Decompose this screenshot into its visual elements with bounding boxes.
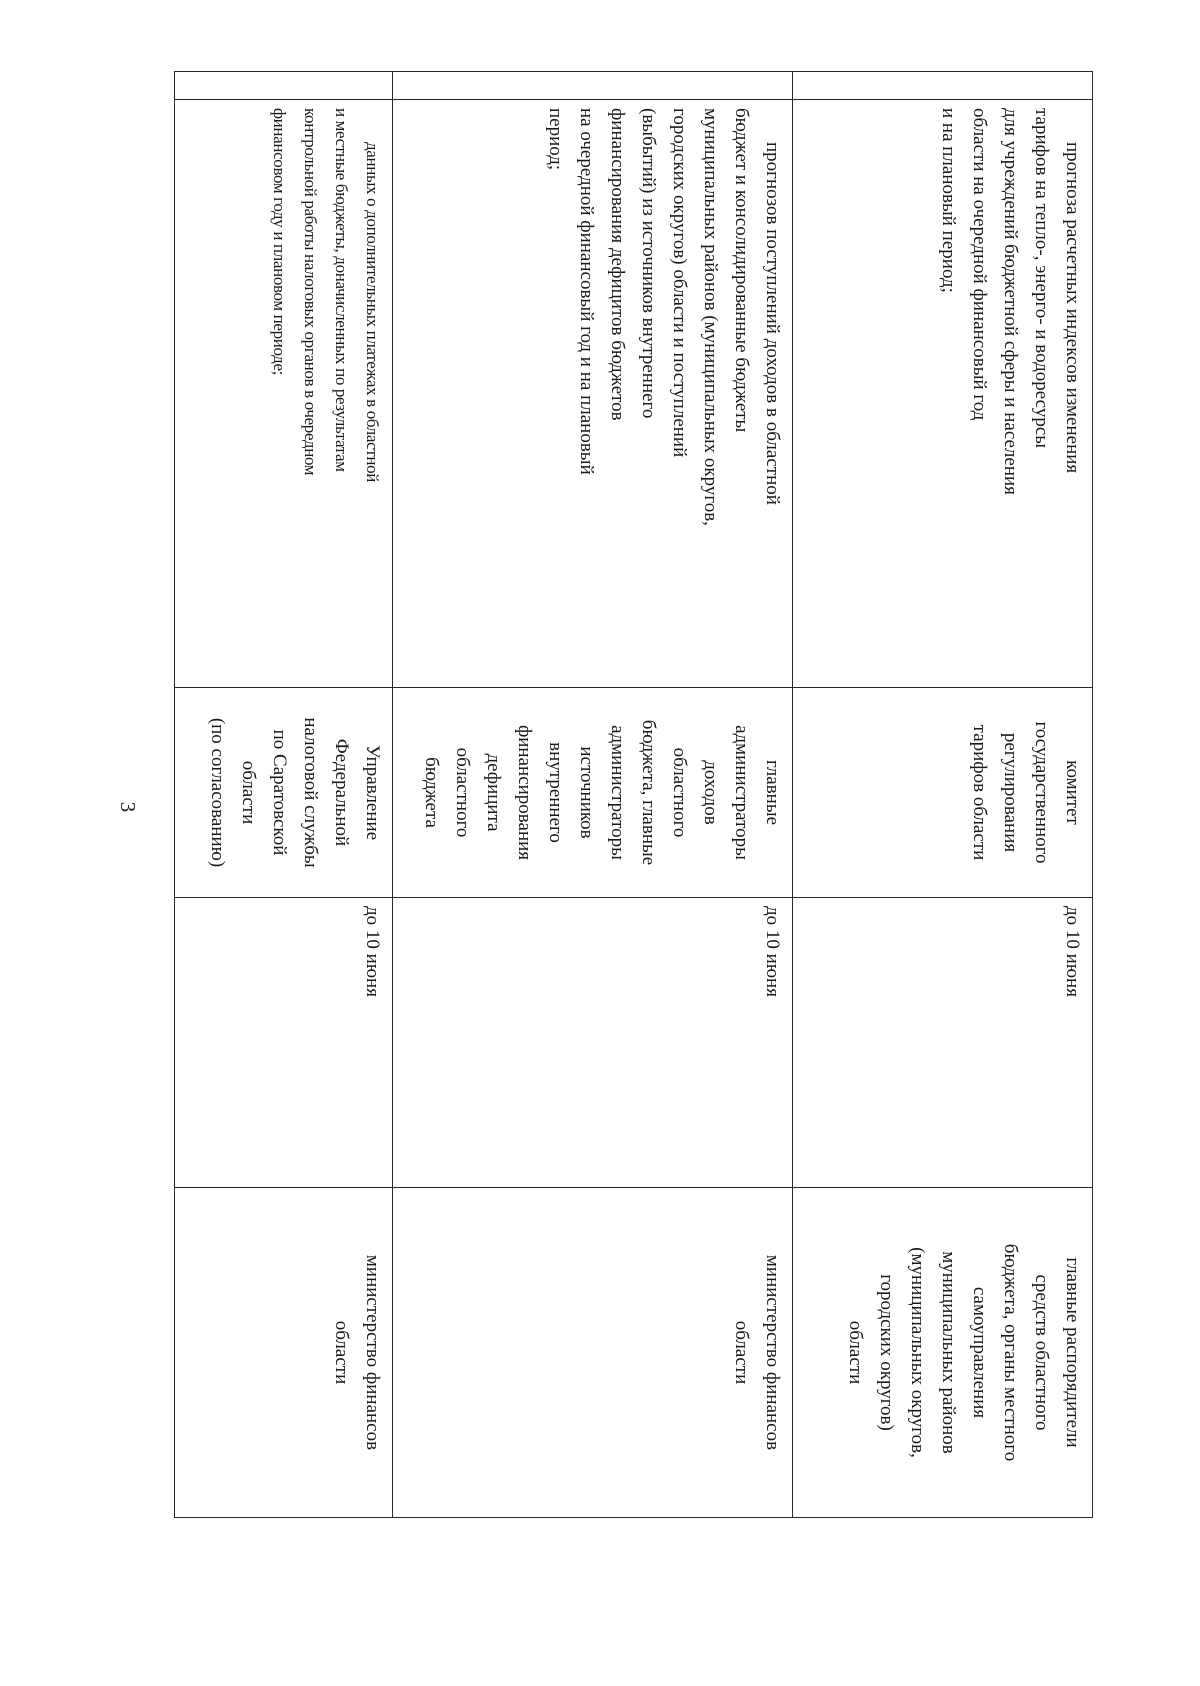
responsible-text: комитет государственного регулирования тарифов области bbox=[969, 721, 1083, 864]
recipient-text: министерство финансов области bbox=[731, 1254, 783, 1451]
planning-table bbox=[174, 71, 1093, 1518]
deadline-cell bbox=[793, 898, 1093, 1188]
table-row bbox=[393, 72, 793, 1518]
page-number: 3 bbox=[116, 801, 140, 813]
responsible-text: главные администраторы доходов областного бюджета, главные администраторы источников внутреннего финансирования дефицита областного бюджета bbox=[421, 719, 783, 866]
table-rotator bbox=[175, 71, 1093, 1517]
description-text: данных о дополнительных платежах в областной и местные бюджеты, доначисленных по результатам контрольной работы налоговых органов в очередном финансовом году и плановом периоде; bbox=[270, 108, 382, 482]
row-number-cell bbox=[175, 72, 393, 100]
description-cell bbox=[175, 100, 393, 688]
recipient-text: министерство финансов области bbox=[331, 1254, 383, 1451]
row-number-cell bbox=[793, 72, 1093, 100]
description-cell bbox=[393, 100, 793, 688]
recipient-cell bbox=[175, 1188, 393, 1518]
responsible-cell bbox=[175, 688, 393, 898]
deadline-text: до 10 июня bbox=[362, 906, 383, 997]
table-row bbox=[793, 72, 1093, 1518]
recipient-cell bbox=[393, 1188, 793, 1518]
deadline-cell bbox=[393, 898, 793, 1188]
table-row bbox=[175, 72, 393, 1518]
deadline-text: до 10 июня bbox=[1062, 906, 1083, 997]
responsible-text: Управление Федеральной налоговой службы по Саратовской области (по согласованию) bbox=[207, 717, 383, 868]
deadline-text: до 10 июня bbox=[762, 906, 783, 997]
recipient-cell bbox=[793, 1188, 1093, 1518]
row-number-cell bbox=[393, 72, 793, 100]
description-text: прогнозов поступлений доходов в областной бюджет и консолидированные бюджеты муниципальных районов (муниципальных округов, городских округов) области и поступлений (выбытий) из источников внутреннего финансирования дефицитов бюджетов на очередной финансовый год и на плановый период; bbox=[545, 108, 783, 526]
description-text: прогноза расчетных индексов изменения тарифов на тепло-, энерго- и водоресурсы для учреждений бюджетной сферы и населения области на очередной финансовый год и на плановый период; bbox=[938, 108, 1083, 495]
responsible-cell bbox=[793, 688, 1093, 898]
responsible-cell bbox=[393, 688, 793, 898]
recipient-text: главные распорядители средств областного бюджета, органы местного самоуправления муниципальных районов (муниципальных округов, городских округов) области bbox=[845, 1243, 1083, 1462]
description-cell bbox=[793, 100, 1093, 688]
deadline-cell bbox=[175, 898, 393, 1188]
